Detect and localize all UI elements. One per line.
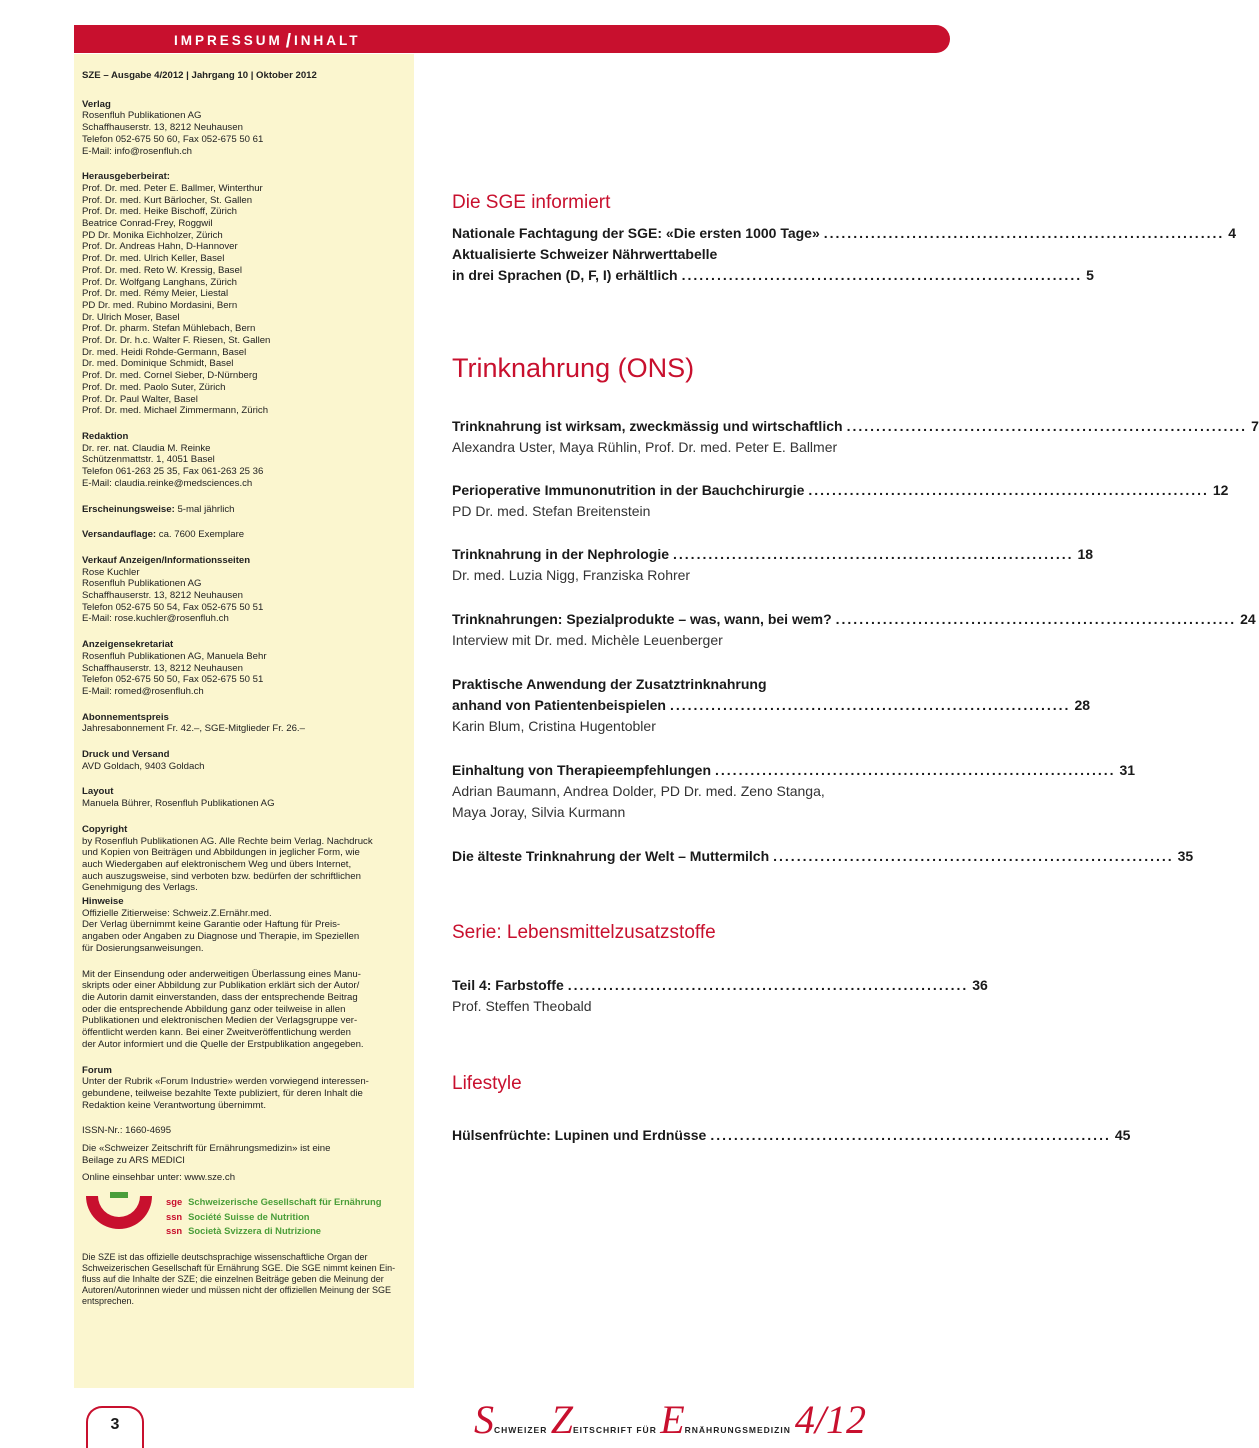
toc-entry-title-row — [452, 544, 1094, 565]
beirat-member: Dr. med. Heidi Rohde-Germann, Basel — [82, 346, 247, 358]
forum-head: Forum — [82, 1064, 112, 1076]
toc-entry-authors: Maya Joray, Silvia Kurmann — [452, 804, 626, 820]
erscheinung-value: 5-mal jährlich — [174, 503, 235, 515]
leader-dots: .................................................................... — [823, 225, 1225, 241]
layout-head: Layout — [82, 786, 114, 798]
einsendung-text: Mit der Einsendung oder anderweitigen Überlassung eines Manu- skripts oder einer Abbildung zur Publikation erklärt sich der Autor/ die Autorin damit einverstanden, dass der entsprechende Beitrag oder die entsprechende Abbildung ganz oder teilweise in allen Publikationen und elektronischen Medien der Verlagsgruppe ver- öffentlicht werden kann. Bei einer Zweitveröffentlichung werden der Autor informiert und die Quelle der Erstpublikation angegeben. — [82, 968, 364, 1050]
toc-page-number: 5 — [1086, 267, 1094, 283]
toc-entry[interactable] — [452, 223, 1237, 244]
logo-line — [166, 1210, 381, 1225]
toc-entry-title-row — [452, 223, 1237, 244]
copyright-block — [82, 824, 406, 894]
toc-page-number: 31 — [1119, 762, 1136, 778]
toc-entry-title: Trinknahrung in der Nephrologie — [452, 546, 670, 562]
redaktion-line: E-Mail: claudia.reinke@medsciences.ch — [82, 477, 253, 489]
verkauf-line: Rosenfluh Publikationen AG — [82, 578, 202, 590]
toc-entry-title: Teil 4: Farbstoffe — [452, 977, 564, 993]
toc-entry-title: Nationale Fachtagung der SGE: «Die ersten 1000 Tage» — [452, 225, 820, 241]
header-bar — [74, 25, 950, 53]
redaktion-line: Telefon 061-263 25 35, Fax 061-263 25 36 — [82, 466, 264, 478]
toc-entry[interactable] — [452, 416, 1259, 458]
layout-block — [82, 786, 406, 809]
toc-page-number: 28 — [1074, 697, 1091, 713]
logo-abbr: ssn — [166, 1225, 183, 1237]
druck-line: AVD Goldach, 9403 Goldach — [82, 760, 205, 772]
beirat-block — [82, 171, 406, 417]
toc-entry-title-row — [452, 695, 1091, 716]
toc-page-number: 7 — [1251, 418, 1259, 434]
leader-dots: .................................................................... — [808, 482, 1209, 498]
beirat-member: Dr. Ulrich Moser, Basel — [82, 311, 180, 323]
leader-dots: .................................................................... — [835, 611, 1237, 627]
issue-line: SZE – Ausgabe 4/2012 | Jahrgang 10 | Oktober 2012 — [82, 70, 317, 81]
beirat-member: Prof. Dr. Dr. h.c. Walter F. Riesen, St. Gallen — [82, 335, 271, 347]
toc-entry[interactable] — [452, 480, 1229, 522]
druck-block — [82, 749, 406, 772]
leader-dots: .................................................................... — [673, 546, 1074, 562]
journal-initial-z: Z — [550, 1397, 573, 1442]
anzeigen-line: Telefon 052-675 50 50, Fax 052-675 50 51 — [82, 674, 264, 686]
beirat-member: PD Dr. med. Rubino Mordasini, Bern — [82, 299, 238, 311]
logo-name: Schweizerische Gesellschaft für Ernährung — [188, 1196, 382, 1208]
journal-title — [474, 1396, 866, 1443]
leader-dots: .................................................................... — [669, 697, 1071, 713]
redaktion-head: Redaktion — [82, 430, 129, 442]
logo-abbr: sge — [166, 1196, 183, 1208]
toc-page-number: 35 — [1177, 848, 1194, 864]
toc-entry-authors: Interview mit Dr. med. Michèle Leuenberger — [452, 632, 723, 648]
toc-entry-title: Die älteste Trinknahrung der Welt – Muttermilch — [452, 848, 770, 864]
beirat-member: Prof. Dr. med. Kurt Bärlocher, St. Gallen — [82, 194, 253, 206]
layout-line: Manuela Bührer, Rosenfluh Publikationen AG — [82, 798, 275, 810]
header-title — [174, 29, 361, 51]
abo-line: Jahresabonnement Fr. 42.–, SGE-Mitglieder Fr. 26.– — [82, 723, 305, 735]
verkauf-line: E-Mail: rose.kuchler@rosenfluh.ch — [82, 613, 229, 625]
beirat-member: Dr. med. Dominique Schmidt, Basel — [82, 358, 234, 370]
toc-entry[interactable] — [452, 975, 988, 1017]
verlag-head: Verlag — [82, 98, 111, 110]
logo-abbr: ssn — [166, 1210, 183, 1222]
verkauf-block — [82, 555, 406, 625]
copyright-head: Copyright — [82, 823, 128, 835]
beirat-member: Prof. Dr. med. Reto W. Kressig, Basel — [82, 264, 242, 276]
online-line: Online einsehbar unter: www.sze.ch — [82, 1172, 236, 1184]
beirat-member: Prof. Dr. pharm. Stefan Mühlebach, Bern — [82, 323, 256, 335]
toc-entry[interactable] — [452, 1125, 1131, 1146]
toc-page-number: 36 — [972, 977, 988, 993]
toc-page-number: 12 — [1212, 482, 1229, 498]
toc-entry-title: Perioperative Immunonutrition in der Bauchchirurgie — [452, 482, 805, 498]
toc-entry-title-row — [452, 265, 1094, 286]
verlag-line: Telefon 052-675 50 60, Fax 052-675 50 61 — [82, 133, 264, 145]
toc-entry-title: anhand von Patientenbeispielen — [452, 697, 666, 713]
header-right: INHALT — [294, 33, 361, 48]
beilage-text: Die «Schweizer Zeitschrift für Ernährungsmedizin» ist eine Beilage zu ARS MEDICI — [82, 1143, 331, 1166]
toc-entry-title-line1: Praktische Anwendung der Zusatztrinknahrung — [452, 676, 767, 692]
toc-entry-authors: Prof. Steffen Theobald — [452, 998, 592, 1014]
journal-word: RNÄHRUNGSMEDIZIN — [684, 1425, 791, 1435]
leader-dots: .................................................................... — [567, 977, 969, 993]
anzeigen-line: Schaffhauserstr. 13, 8212 Neuhausen — [82, 662, 243, 674]
druck-head: Druck und Versand — [82, 749, 170, 761]
leader-dots: .................................................................... — [715, 762, 1116, 778]
toc-entry-authors: PD Dr. med. Stefan Breitenstein — [452, 503, 651, 519]
verkauf-head: Verkauf Anzeigen/Informationsseiten — [82, 554, 251, 566]
toc-entry-title: Einhaltung von Therapieempfehlungen — [452, 762, 712, 778]
journal-initial-e: E — [660, 1397, 685, 1442]
anzeigen-line: Rosenfluh Publikationen AG, Manuela Behr — [82, 650, 267, 662]
toc-page-number: 24 — [1240, 611, 1256, 627]
logo-name: Société Suisse de Nutrition — [188, 1210, 310, 1222]
issn-line: ISSN-Nr.: 1660-4695 — [82, 1125, 172, 1137]
toc-entry[interactable] — [452, 760, 1136, 823]
erscheinung-head: Erscheinungsweise: — [82, 503, 175, 515]
page-number: 3 — [110, 1416, 120, 1433]
forum-text: Unter der Rubrik «Forum Industrie» werden vorwiegend interessen- gebundene, teilweise bezahlte Texte publiziert, für deren Inhalt die Redaktion keine Verantwortung übernimmt. — [82, 1076, 369, 1111]
issue-number: 4/12 — [794, 1397, 866, 1442]
erscheinung-line — [82, 504, 406, 516]
redaktion-block — [82, 431, 406, 490]
beirat-member: Prof. Dr. med. Rémy Meier, Liestal — [82, 288, 229, 300]
beirat-member: Prof. Dr. med. Heike Bischoff, Zürich — [82, 206, 237, 218]
journal-initial-s: S — [474, 1397, 494, 1442]
section-title-sge: Die SGE informiert — [452, 192, 611, 213]
logo-line — [166, 1224, 381, 1239]
journal-word: EITSCHRIFT FÜR — [572, 1425, 661, 1435]
toc-entry-title: Hülsenfrüchte: Lupinen und Erdnüsse — [452, 1127, 707, 1143]
verkauf-line: Telefon 052-675 50 54, Fax 052-675 50 51 — [82, 601, 264, 613]
journal-word: CHWEIZER — [494, 1425, 551, 1435]
toc-entry-title-row — [452, 1125, 1131, 1146]
abo-block — [82, 712, 406, 735]
beirat-member: Prof. Dr. Andreas Hahn, D-Hannover — [82, 241, 238, 253]
forum-block — [82, 1065, 406, 1112]
redaktion-line: Dr. rer. nat. Claudia M. Reinke — [82, 442, 211, 454]
header-left: IMPRESSUM — [174, 33, 283, 48]
beirat-member: Prof. Dr. med. Cornel Sieber, D-Nürnberg — [82, 370, 258, 382]
redaktion-line: Schützenmattstr. 1, 4051 Basel — [82, 454, 215, 466]
toc-entry[interactable] — [452, 674, 1091, 737]
section-title-ons: Trinknahrung (ONS) — [452, 353, 695, 383]
versand-line — [82, 529, 406, 541]
toc-entry-title-row — [452, 609, 1256, 630]
hinweise-text: Offizielle Zitierweise: Schweiz.Z.Ernähr.med. Der Verlag übernimmt keine Garantie oder Haftung für Preis- angaben oder Angaben zu Diagnose und Therapie, im Speziellen für Dosierungsanweisungen. — [82, 907, 360, 954]
sge-logo-mark — [82, 1192, 156, 1236]
toc-entry-title: in drei Sprachen (D, F, I) erhältlich — [452, 267, 678, 283]
toc-page-number: 18 — [1077, 546, 1094, 562]
beirat-member: Prof. Dr. med. Peter E. Ballmer, Winterthur — [82, 182, 263, 194]
page-number-box — [86, 1406, 144, 1448]
toc-entry-title-line1: Aktualisierte Schweizer Nährwerttabelle — [452, 246, 718, 262]
impressum-sidebar — [74, 54, 414, 1388]
leader-dots: .................................................................... — [710, 1127, 1111, 1143]
beirat-member: Prof. Dr. med. Paolo Suter, Zürich — [82, 381, 226, 393]
beirat-member: Prof. Dr. Paul Walter, Basel — [82, 393, 198, 405]
beirat-member: Beatrice Conrad-Frey, Roggwil — [82, 218, 213, 230]
leader-dots: .................................................................... — [773, 848, 1174, 864]
beirat-member: Prof. Dr. med. Ulrich Keller, Basel — [82, 253, 225, 265]
verlag-line: Rosenfluh Publikationen AG — [82, 110, 202, 122]
toc-entry-authors: Alexandra Uster, Maya Rühlin, Prof. Dr. med. Peter E. Ballmer — [452, 439, 838, 455]
toc-entry-authors: Karin Blum, Cristina Hugentobler — [452, 718, 656, 734]
beirat-member: Prof. Dr. Wolfgang Langhans, Zürich — [82, 276, 238, 288]
header-slash: / — [285, 31, 292, 52]
sge-logo-text — [166, 1195, 381, 1239]
toc-entry-title-row — [452, 846, 1194, 867]
beirat-member: PD Dr. Monika Eichholzer, Zürich — [82, 229, 223, 241]
anzeigen-block — [82, 639, 406, 698]
toc-entry[interactable] — [452, 544, 1094, 586]
copyright-text: by Rosenfluh Publikationen AG. Alle Rechte beim Verlag. Nachdruck und Kopien von Beiträgen und Abbildungen in jeglicher Form, wie auch Wiedergaben auf elektronischem Weg und übers Internet, auch auszugsweise, sind verboten bzw. bedürfen der schriftlichen Genehmigung des Verlags. — [82, 835, 373, 894]
sge-footnote: Die SZE ist das offizielle deutschsprachige wissenschaftliche Organ der Schweizerischen Gesellschaft für Ernährung SGE. Die SGE nimmt keinen Ein- fluss auf die Inhalte der SZE; die einzelnen Beiträge geben die Meinung der Autoren/Autorinnen wieder und müssen nicht der offiziellen Meinung der SGE entsprechen. — [82, 1252, 396, 1307]
toc-entry-title-row — [452, 975, 988, 996]
versand-value: ca. 7600 Exemplare — [156, 529, 245, 541]
section-title-serie: Serie: Lebensmittelzusatzstoffe — [452, 922, 716, 943]
toc-page-number: 4 — [1228, 225, 1237, 241]
verkauf-line: Schaffhauserstr. 13, 8212 Neuhausen — [82, 590, 243, 602]
anzeigen-line: E-Mail: romed@rosenfluh.ch — [82, 685, 204, 697]
beirat-member: Prof. Dr. med. Michael Zimmermann, Zürich — [82, 405, 269, 417]
logo-name: Società Svizzera di Nutrizione — [188, 1225, 322, 1237]
toc-entry[interactable] — [452, 609, 1256, 651]
versand-head: Versandauflage: — [82, 529, 157, 541]
toc-page-number: 45 — [1114, 1127, 1131, 1143]
verkauf-line: Rose Kuchler — [82, 566, 140, 578]
section-title-lifestyle: Lifestyle — [452, 1073, 522, 1094]
verlag-line: E-Mail: info@rosenfluh.ch — [82, 145, 192, 157]
hinweise-block — [82, 896, 406, 955]
toc-entry-authors: Adrian Baumann, Andrea Dolder, PD Dr. med. Zeno Stanga, — [452, 783, 825, 799]
verlag-block — [82, 99, 406, 158]
beirat-head: Herausgeberbeirat: — [82, 171, 170, 183]
anzeigen-head: Anzeigensekretariat — [82, 639, 174, 651]
toc-entry-authors: Dr. med. Luzia Nigg, Franziska Rohrer — [452, 567, 691, 583]
leader-dots: .................................................................... — [681, 267, 1083, 283]
toc-entry-title: Trinknahrungen: Spezialprodukte – was, wann, bei wem? — [452, 611, 832, 627]
toc-entry-title-row — [452, 416, 1259, 437]
verlag-line: Schaffhauserstr. 13, 8212 Neuhausen — [82, 122, 243, 134]
toc-entry[interactable] — [452, 244, 1094, 286]
toc-entry[interactable] — [452, 846, 1194, 867]
toc-entry-title: Trinknahrung ist wirksam, zweckmässig und wirtschaftlich — [452, 418, 843, 434]
abo-head: Abonnementspreis — [82, 711, 169, 723]
hinweise-head: Hinweise — [82, 896, 124, 908]
toc-entry-title-row — [452, 480, 1229, 501]
sge-logo — [82, 1192, 406, 1240]
toc-entry-title-row — [452, 760, 1136, 781]
logo-line — [166, 1195, 381, 1210]
leader-dots: .................................................................... — [846, 418, 1248, 434]
